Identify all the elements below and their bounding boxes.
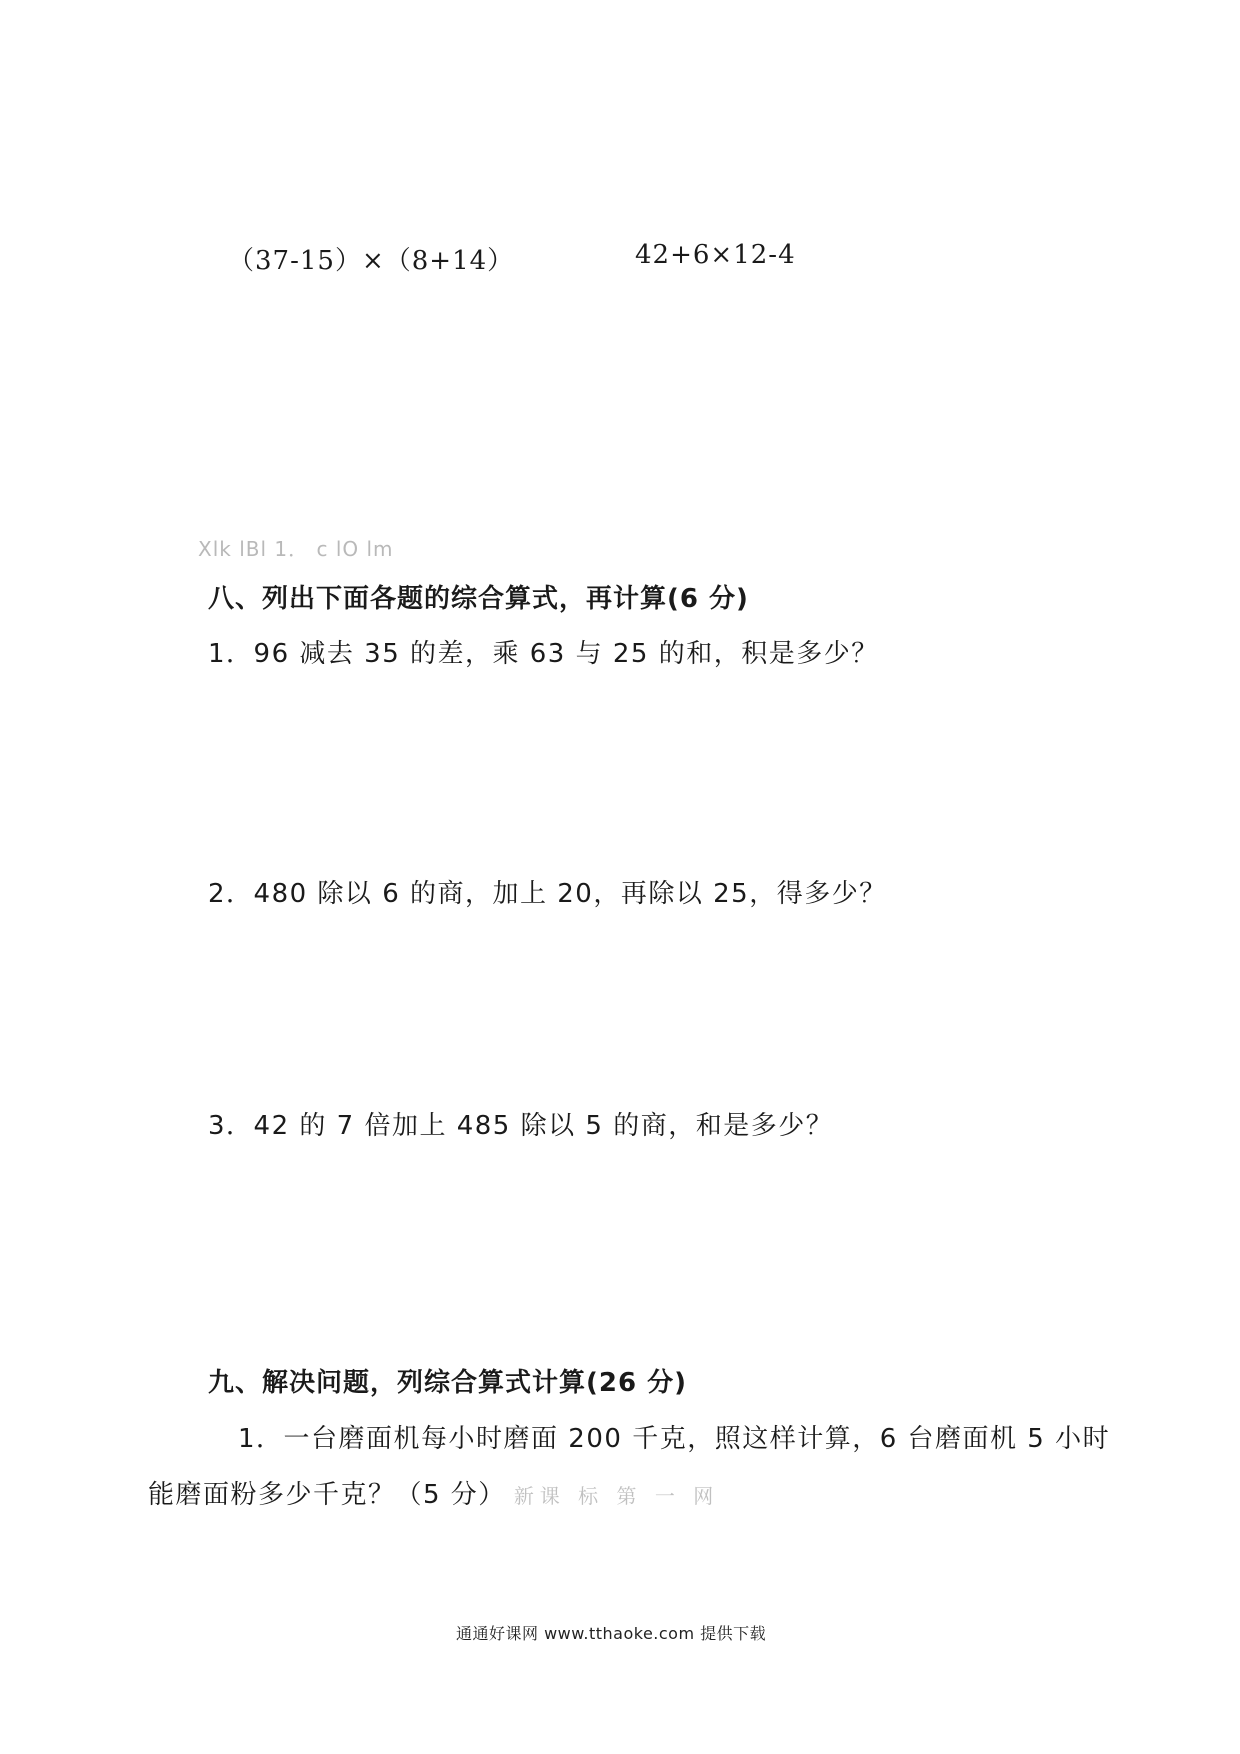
section-9-question-1-line-2: 能磨面粉多少千克？（5 分） [148, 1480, 506, 1510]
section-9-heading: 九、解决问题，列综合算式计算(26 分) [208, 1368, 687, 1398]
section-9-question-1-line-2-wrapper [148, 1474, 719, 1511]
watermark-text: Xlk lBl 1． c lO lm [198, 537, 394, 561]
section-8-question-2: 2．480 除以 6 的商，加上 20，再除以 25，得多少？ [208, 879, 887, 909]
section-8-question-1: 1．96 减去 35 的差，乘 63 与 25 的和，积是多少？ [208, 639, 879, 669]
expression-right: 42+6×12-4 [635, 240, 796, 270]
footer-source: 通通好课网 www.tthaoke.com 提供下载 [456, 1624, 767, 1643]
section-8-heading: 八、列出下面各题的综合算式，再计算(6 分) [208, 584, 749, 614]
inline-watermark: 新课 标 第 一 网 [513, 1484, 720, 1508]
section-9-question-1-line-1: 1．一台磨面机每小时磨面 200 千克，照这样计算，6 台磨面机 5 小时 [238, 1424, 1111, 1454]
expression-left: （37-15）×（8+14） [228, 246, 515, 276]
section-8-question-3: 3．42 的 7 倍加上 485 除以 5 的商，和是多少？ [208, 1111, 834, 1141]
